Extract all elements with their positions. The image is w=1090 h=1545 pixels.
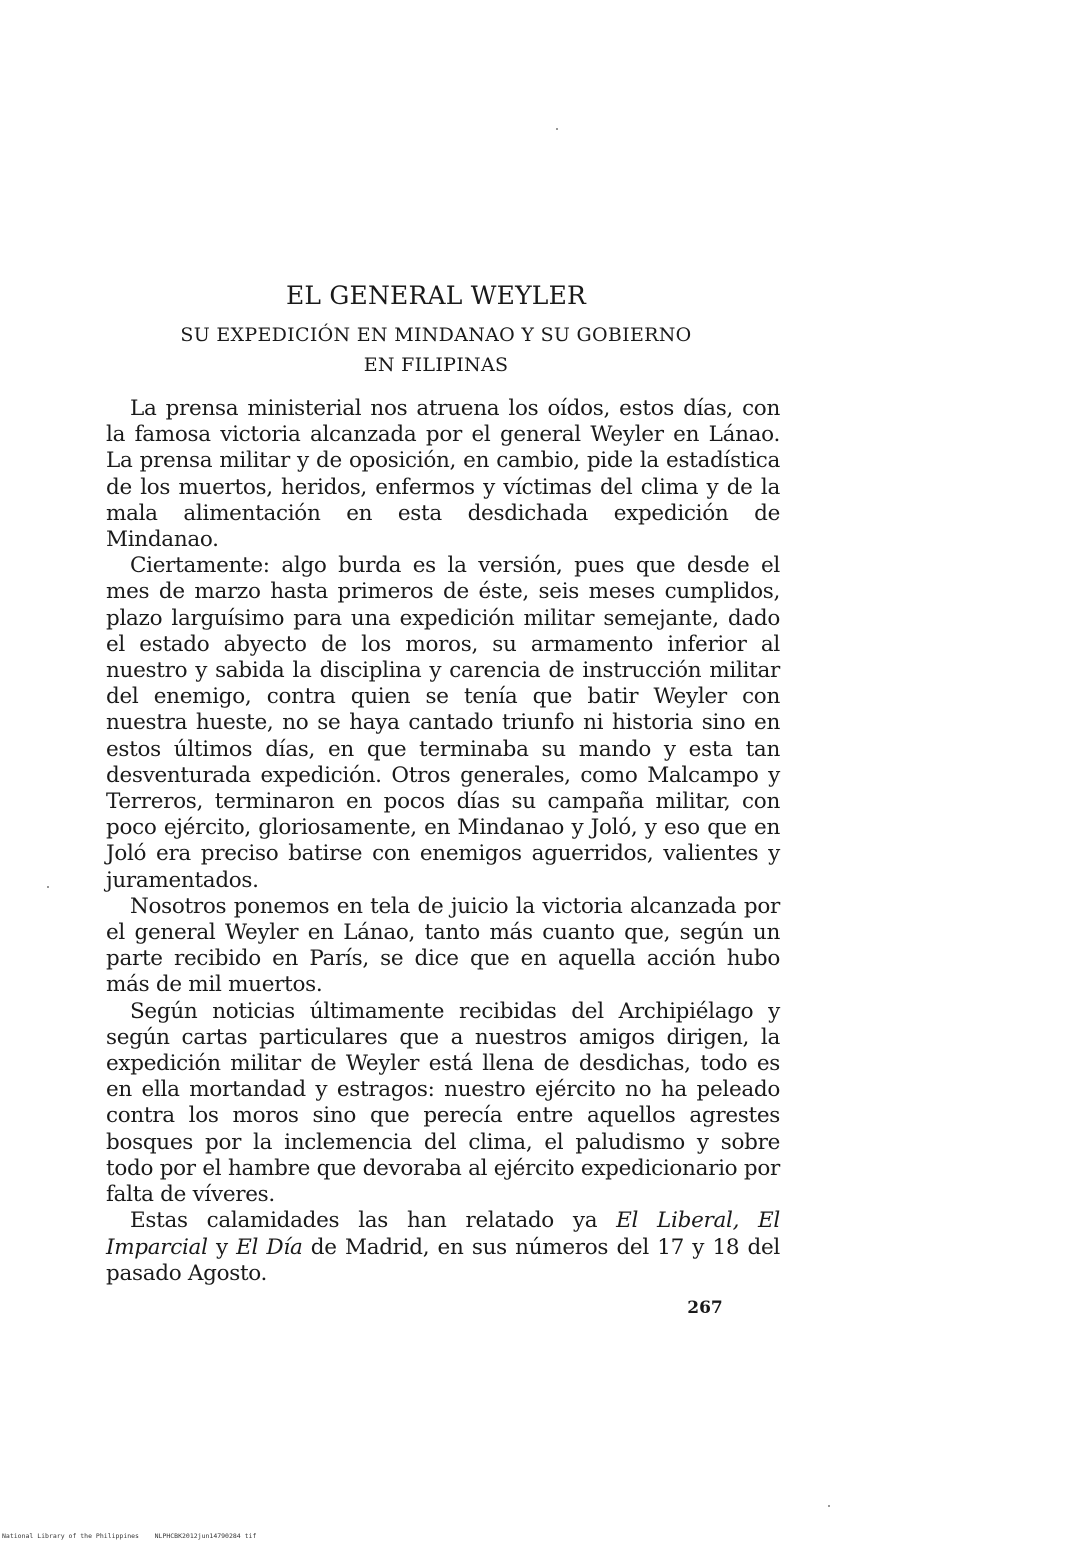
article-title: EL GENERAL WEYLER: [285, 281, 587, 310]
newspaper-names-italic: El Liberal, El Imparcial: [106, 1208, 780, 1260]
paragraph-2: Ciertamente: algo burda es la versión, pues que desde el mes de marzo hasta primeros de éste, seis meses cumplidos, plazo larguísimo para una expedición militar semejante, dado el estado abyecto de los moros, su armamento inferior al nuestro y sabida la disciplina y carencia de instrucción militar del enemigo, contra quien se tenía que batir Weyler con nuestra hueste, no se haya cantado triunfo ni historia sino en estos últimos días, en que terminaba su mando y esta tan desventurada expedición. Otros generales, como Malcampo y Terreros, terminaron en pocos días su campaña militar, con poco ejército, gloriosamente, en Mindanao y Joló, y eso que en Joló era preciso batirse con enemigos aguerridos, valientes y juramentados.: [106, 553, 780, 893]
paragraph-5-text-a: Estas calamidades las han relatado ya: [130, 1208, 617, 1234]
paragraph-5: [106, 1208, 780, 1287]
page-number: 267: [687, 1298, 723, 1318]
paragraph-3: Nosotros ponemos en tela de juicio la victoria alcanzada por el general Weyler en Lánao, tanto más cuanto que, según un parte recibido en París, se dice que en aquella acción hubo más de mil muertos.: [106, 893, 780, 998]
scan-footer-stamp: National Library of the Philippines NLPHCBK2012jun14790284 tif: [2, 1532, 257, 1540]
paragraph-1: La prensa ministerial nos atruena los oídos, estos días, con la famosa victoria alcanzada por el general Weyler en Lánao. La prensa militar y de oposición, en cambio, pide la estadística de los muertos, heridos, enfermos y víctimas del clima y de la mala alimentación en esta desdichada expedición de Mindanao.: [106, 396, 780, 553]
scan-speck: [556, 128, 558, 130]
scan-speck: [47, 886, 49, 888]
article-subtitle-line-2: EN FILIPINAS: [363, 354, 509, 376]
paragraph-4: Según noticias últimamente recibidas del Archipiélago y según cartas particulares que a nuestros amigos dirigen, la expedición militar de Weyler está llena de desdichas, todo es en ella mortandad y estragos: nuestro ejército no ha peleado contra los moros sino que perecía entre aquellos agrestes bosques por la inclemencia del clima, el paludismo y sobre todo por el hambre que devoraba al ejército expedicionario por falta de víveres.: [106, 998, 780, 1208]
newspaper-el-dia-italic: El Día: [236, 1234, 303, 1260]
article-subtitle-line-1: SU EXPEDICIÓN EN MINDANAO Y SU GOBIERNO: [180, 324, 692, 346]
article-body: [106, 396, 780, 1287]
paragraph-5-text-b: y: [207, 1234, 237, 1260]
scan-speck: [828, 1505, 830, 1507]
paragraph-5-text-c: de Madrid, en sus números del 17 y 18 del pasado Agosto.: [106, 1234, 780, 1286]
